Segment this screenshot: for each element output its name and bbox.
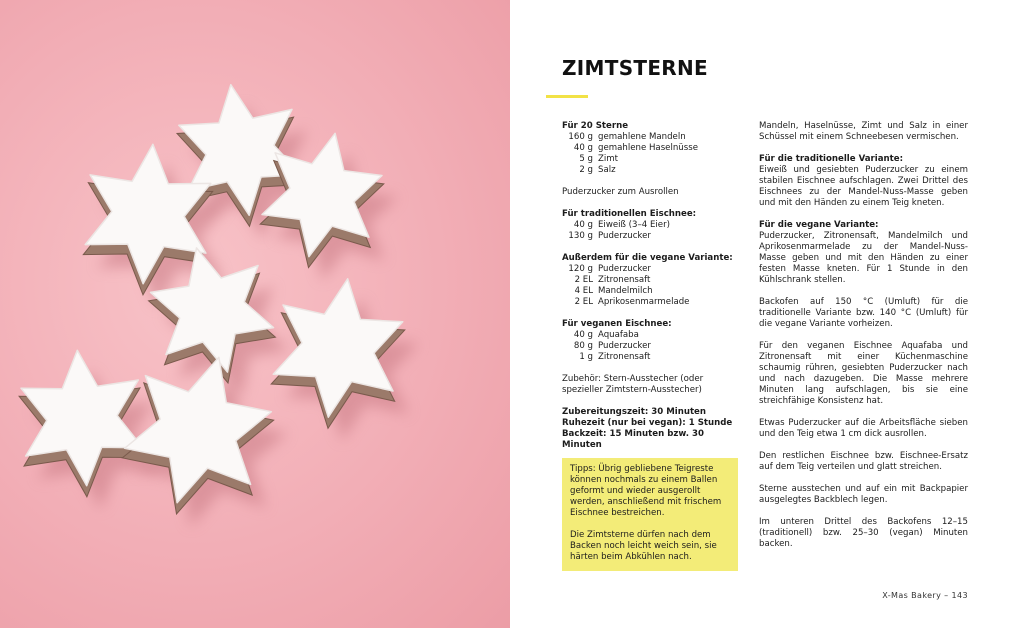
bake-time: Backzeit: 15 Minuten bzw. 30 Minuten <box>562 429 704 450</box>
ingredient-amount: 1 g <box>579 352 593 362</box>
ingredient-row <box>562 143 742 154</box>
tip-text: Die Zimtsterne dürfen nach dem Backen noch leicht weich sein, sie härten beim Abkühlen nach. <box>570 530 717 562</box>
ingredient-row <box>562 275 742 286</box>
step-text: Im unteren Drittel des Backofens 12–15 (traditionell) bzw. 25–30 (vegan) Minuten backen. <box>759 517 968 549</box>
ingredient-section <box>562 121 742 176</box>
ingredient-name: gemahlene Mandeln <box>598 132 686 142</box>
instruction-step <box>759 220 968 286</box>
page-footer: X-Mas Bakery – 143 <box>882 591 968 600</box>
ingredient-amount: 120 g <box>568 264 593 274</box>
instruction-step <box>759 484 968 506</box>
ingredient-amount: 2 EL <box>574 275 593 285</box>
ingredient-note <box>562 187 742 198</box>
ingredient-name: Zitronensaft <box>598 352 651 362</box>
section-heading: Für veganen Eischnee: <box>562 319 672 329</box>
ingredient-name: Puderzucker <box>598 264 651 274</box>
recipe-title: ZIMTSTERNE <box>562 56 708 80</box>
ingredient-name: Puderzucker <box>598 231 651 241</box>
ingredient-row <box>562 264 742 275</box>
ingredient-amount: 2 EL <box>574 297 593 307</box>
ingredient-section <box>562 319 742 363</box>
ingredient-row <box>562 132 742 143</box>
instruction-step <box>759 517 968 550</box>
note-text: Puderzucker zum Ausrollen <box>562 187 679 197</box>
ingredient-amount: 130 g <box>568 231 593 241</box>
step-text: Sterne ausstechen und auf ein mit Backpapier ausgelegtes Backblech legen. <box>759 484 968 505</box>
instruction-step <box>759 341 968 407</box>
ingredient-row <box>562 165 742 176</box>
recipe-page <box>510 0 1020 628</box>
step-text: Den restlichen Eischnee bzw. Eischnee-Ersatz auf dem Teig verteilen und glatt streichen. <box>759 451 968 472</box>
ingredient-name: Mandelmilch <box>598 286 653 296</box>
ingredient-name: Eiweiß (3–4 Eier) <box>598 220 670 230</box>
tip-text: Tipps: Übrig gebliebene Teigreste können nochmals zu einem Ballen geformt und wieder ausgerollt werden, anschließend mit frischem Eischnee bestreichen. <box>570 464 722 518</box>
equipment-note <box>562 374 742 396</box>
ingredient-amount: 5 g <box>579 154 593 164</box>
ingredient-amount: 160 g <box>568 132 593 142</box>
step-text: Etwas Puderzucker auf die Arbeitsfläche sieben und den Teig etwa 1 cm dick ausrollen. <box>759 418 968 439</box>
prep-time: Zubereitungszeit: 30 Minuten <box>562 407 707 417</box>
ingredient-name: Zimt <box>598 154 619 164</box>
step-text: Eiweiß und gesiebten Puderzucker zu einem stabilen Eischnee aufschlagen. Zwei Drittel des Eischnees zu der Mandel-Nuss-Masse geben und mit den Händen zu einem Teig kneten. <box>759 165 968 208</box>
ingredient-section <box>562 253 742 308</box>
ingredient-amount: 2 g <box>579 165 593 175</box>
title-underline <box>546 95 588 98</box>
ingredient-amount: 4 EL <box>574 286 593 296</box>
time-info <box>562 407 742 451</box>
ingredient-row <box>562 154 742 165</box>
ingredient-amount: 40 g <box>573 220 593 230</box>
ingredients-column <box>562 121 742 462</box>
step-text: Mandeln, Haselnüsse, Zimt und Salz in einer Schüssel mit einem Schneebesen vermischen. <box>759 121 968 142</box>
ingredient-section <box>562 209 742 242</box>
section-heading: Für traditionellen Eischnee: <box>562 209 697 219</box>
ingredient-name: Zitronensaft <box>598 275 651 285</box>
ingredient-name: Aquafaba <box>598 330 639 340</box>
ingredient-name: gemahlene Haselnüsse <box>598 143 698 153</box>
instruction-step <box>759 297 968 330</box>
ingredient-row <box>562 341 742 352</box>
step-text: Für den veganen Eischnee Aquafaba und Zitronensaft mit einer Küchenmaschine schaumig rühren, gesiebten Puderzucker nach und nach dazugeben. Die Masse mehrere Minuten lang aufschlagen, bis sie eine streichfähige Konsistenz hat. <box>759 341 968 406</box>
step-heading: Für die traditionelle Variante: <box>759 154 904 164</box>
ingredient-amount: 80 g <box>573 341 593 351</box>
instruction-step <box>759 451 968 473</box>
section-heading: Außerdem für die vegane Variante: <box>562 253 733 263</box>
ingredient-amount: 40 g <box>573 330 593 340</box>
ingredient-name: Puderzucker <box>598 341 651 351</box>
instruction-step <box>759 154 968 209</box>
ingredient-row <box>562 330 742 341</box>
equipment-line: Zubehör: Stern-Ausstecher (oder <box>562 374 704 384</box>
ingredient-amount: 40 g <box>573 143 593 153</box>
ingredient-row <box>562 220 742 231</box>
equipment-line: spezieller Zimtstern-Ausstecher) <box>562 385 702 395</box>
ingredient-name: Aprikosenmarmelade <box>598 297 690 307</box>
instructions-column <box>759 121 968 561</box>
step-text: Backofen auf 150 °C (Umluft) für die traditionelle Variante bzw. 140 °C (Umluft) für die vegane Variante vorheizen. <box>759 297 968 329</box>
step-heading: Für die vegane Variante: <box>759 220 879 230</box>
instruction-step <box>759 121 968 143</box>
section-heading: Für 20 Sterne <box>562 121 629 131</box>
step-text: Puderzucker, Zitronensaft, Mandelmilch und Aprikosenmarmelade zu der Mandel-Nuss-Masse geben und mit den Händen zu einer festen Masse kneten. Für 1 Stunde in den Kühlschrank stellen. <box>759 231 968 285</box>
rest-time: Ruhezeit (nur bei vegan): 1 Stunde <box>562 418 733 428</box>
ingredient-row <box>562 231 742 242</box>
tips-box <box>562 458 738 571</box>
instruction-step <box>759 418 968 440</box>
ingredient-row <box>562 352 742 363</box>
ingredient-row <box>562 297 742 308</box>
ingredient-row <box>562 286 742 297</box>
ingredient-name: Salz <box>598 165 616 175</box>
